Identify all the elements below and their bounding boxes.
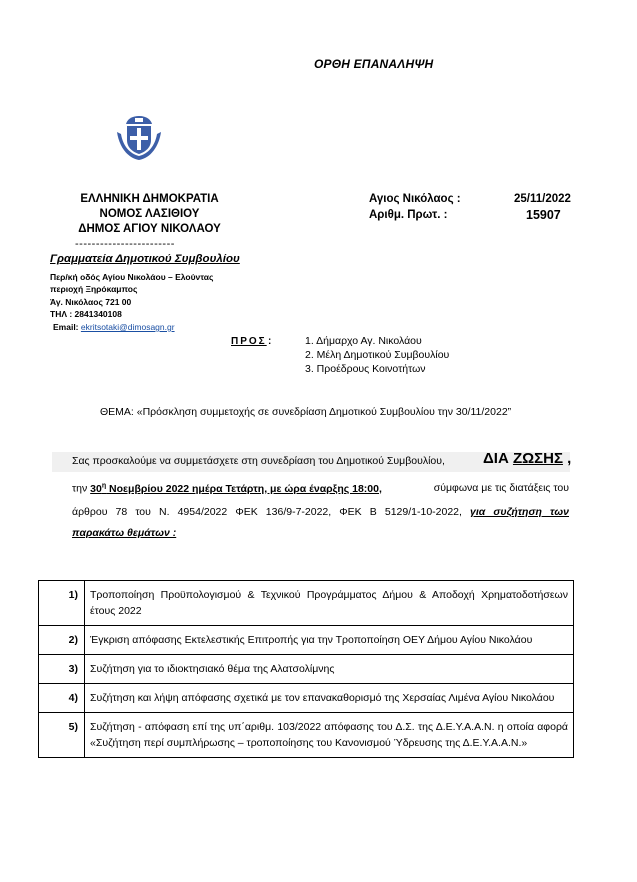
agenda-item-number: 2) bbox=[39, 626, 85, 655]
date-prefix: την bbox=[72, 482, 88, 495]
email-link[interactable]: ekritsotaki@dimosagn.gr bbox=[80, 322, 175, 332]
document-date: 25/11/2022 bbox=[514, 193, 571, 205]
greek-coat-of-arms-icon bbox=[113, 112, 165, 164]
intro-text: Σας προσκαλούμε να συμμετάσχετε στη συνεδρίαση του Δημοτικού Συμβουλίου, bbox=[72, 455, 445, 467]
address-line-3: Άγ. Νικόλαος 721 00 bbox=[50, 297, 132, 307]
topics-heading: παρακάτω θεμάτων : bbox=[72, 527, 177, 539]
mode-dia: ΔΙΑ bbox=[483, 450, 509, 467]
recipients-colon: : bbox=[268, 336, 272, 347]
agenda-item-text: Συζήτηση - απόφαση επί της υπ΄αριθμ. 103/2022 απόφασης του Δ.Σ. της Δ.Ε.Υ.Α.Α.Ν. η οποία αφορά «Συζήτηση περί συμπλήρωσης – τροποποίησης του Κανονισμού Ύδρευσης της Δ.Ε.Υ.Α.Α.Ν.» bbox=[85, 713, 574, 758]
according-text: σύμφωνα με τις διατάξεις του bbox=[433, 482, 569, 494]
agenda-item-text: Έγκριση απόφασης Εκτελεστικής Επιτροπής για την Τροποποίηση ΟΕΥ Δήμου Αγίου Νικολάου bbox=[85, 626, 574, 655]
recipient-item: 2. Μέλη Δημοτικού Συμβουλίου bbox=[305, 349, 450, 361]
address-line-2: περιοχή Ξηρόκαμπος bbox=[50, 284, 138, 294]
recipients-label: ΠΡΟΣ bbox=[231, 336, 267, 347]
agenda-row bbox=[39, 713, 574, 758]
issuer-block bbox=[52, 192, 247, 237]
recipient-item: 3. Προέδρους Κοινοτήτων bbox=[305, 363, 426, 375]
mode-zosis: ΖΩΣΗΣ bbox=[512, 450, 563, 467]
agenda-row bbox=[39, 684, 574, 713]
recipient-item: 1. Δήμαρχο Αγ. Νικολάου bbox=[305, 335, 422, 347]
agenda-item-number: 1) bbox=[39, 581, 85, 626]
agenda-row bbox=[39, 581, 574, 626]
agenda-item-number: 5) bbox=[39, 713, 85, 758]
issuer-prefecture: ΝΟΜΟΣ ΛΑΣΙΘΙΟΥ bbox=[99, 208, 200, 220]
agenda-item-number: 4) bbox=[39, 684, 85, 713]
agenda-item-number: 3) bbox=[39, 655, 85, 684]
subject-line: ΘΕΜΑ: «Πρόσκληση συμμετοχής σε συνεδρίαση Δημοτικού Συμβουλίου την 30/11/2022” bbox=[100, 406, 512, 418]
issuer-country: ΕΛΛΗΝΙΚΗ ΔΗΜΟΚΡΑΤΙΑ bbox=[80, 193, 219, 205]
document-heading: ΟΡΘΗ ΕΠΑΝΑΛΗΨΗ bbox=[314, 57, 434, 71]
day-suffix: η bbox=[101, 482, 107, 489]
address-line-1: Περ/κή οδός Αγίου Νικολάου – Ελούντας bbox=[50, 272, 214, 282]
law-reference-line bbox=[72, 506, 569, 518]
email-line bbox=[53, 322, 175, 332]
agenda-item-text: Τροποποίηση Προϋπολογισμού & Τεχνικού Προγράμματος Δήμου & Αποδοχή Χρηματοδοτήσεων έτους 2022 bbox=[85, 581, 574, 626]
agenda-item-text: Συζήτηση και λήψη απόφασης σχετικά με τον επανακαθορισμό της Χερσαίας Λιμένα Αγίου Νικολάου bbox=[85, 684, 574, 713]
agenda-table bbox=[38, 580, 574, 758]
department-title: Γραμματεία Δημοτικού Συμβουλίου bbox=[50, 253, 240, 265]
agenda-row bbox=[39, 655, 574, 684]
place-label: Αγιος Νικόλαος : bbox=[369, 193, 461, 205]
law-reference: άρθρου 78 του Ν. 4954/2022 ΦΕΚ 136/9-7-2022, ΦΕΚ Β 5129/1-10-2022, bbox=[72, 506, 462, 518]
email-label: Email: bbox=[53, 322, 79, 332]
meeting-date-text: Νοεμβρίου 2022 ημέρα Τετάρτη, με ώρα έναρξης 18:00, bbox=[106, 482, 382, 495]
agenda-item-text: Συζήτηση για το ιδιοκτησιακό θέμα της Αλατσολίμνης bbox=[85, 655, 574, 684]
phone-line: ΤΗΛ : 2841340108 bbox=[50, 309, 122, 319]
for-discussion: για συζήτηση των bbox=[470, 506, 569, 518]
meeting-date-line bbox=[72, 482, 382, 495]
mode-comma: , bbox=[562, 450, 572, 467]
mode-of-meeting bbox=[483, 450, 571, 467]
meeting-date bbox=[90, 483, 382, 495]
protocol-number: 15907 bbox=[526, 208, 561, 222]
protocol-label: Αριθμ. Πρωτ. : bbox=[369, 209, 448, 221]
agenda-row bbox=[39, 626, 574, 655]
issuer-municipality: ΔΗΜΟΣ ΑΓΙΟΥ ΝΙΚΟΛΑΟΥ bbox=[78, 223, 221, 235]
meeting-day: 30 bbox=[90, 482, 102, 495]
separator: ------------------------ bbox=[75, 238, 175, 250]
